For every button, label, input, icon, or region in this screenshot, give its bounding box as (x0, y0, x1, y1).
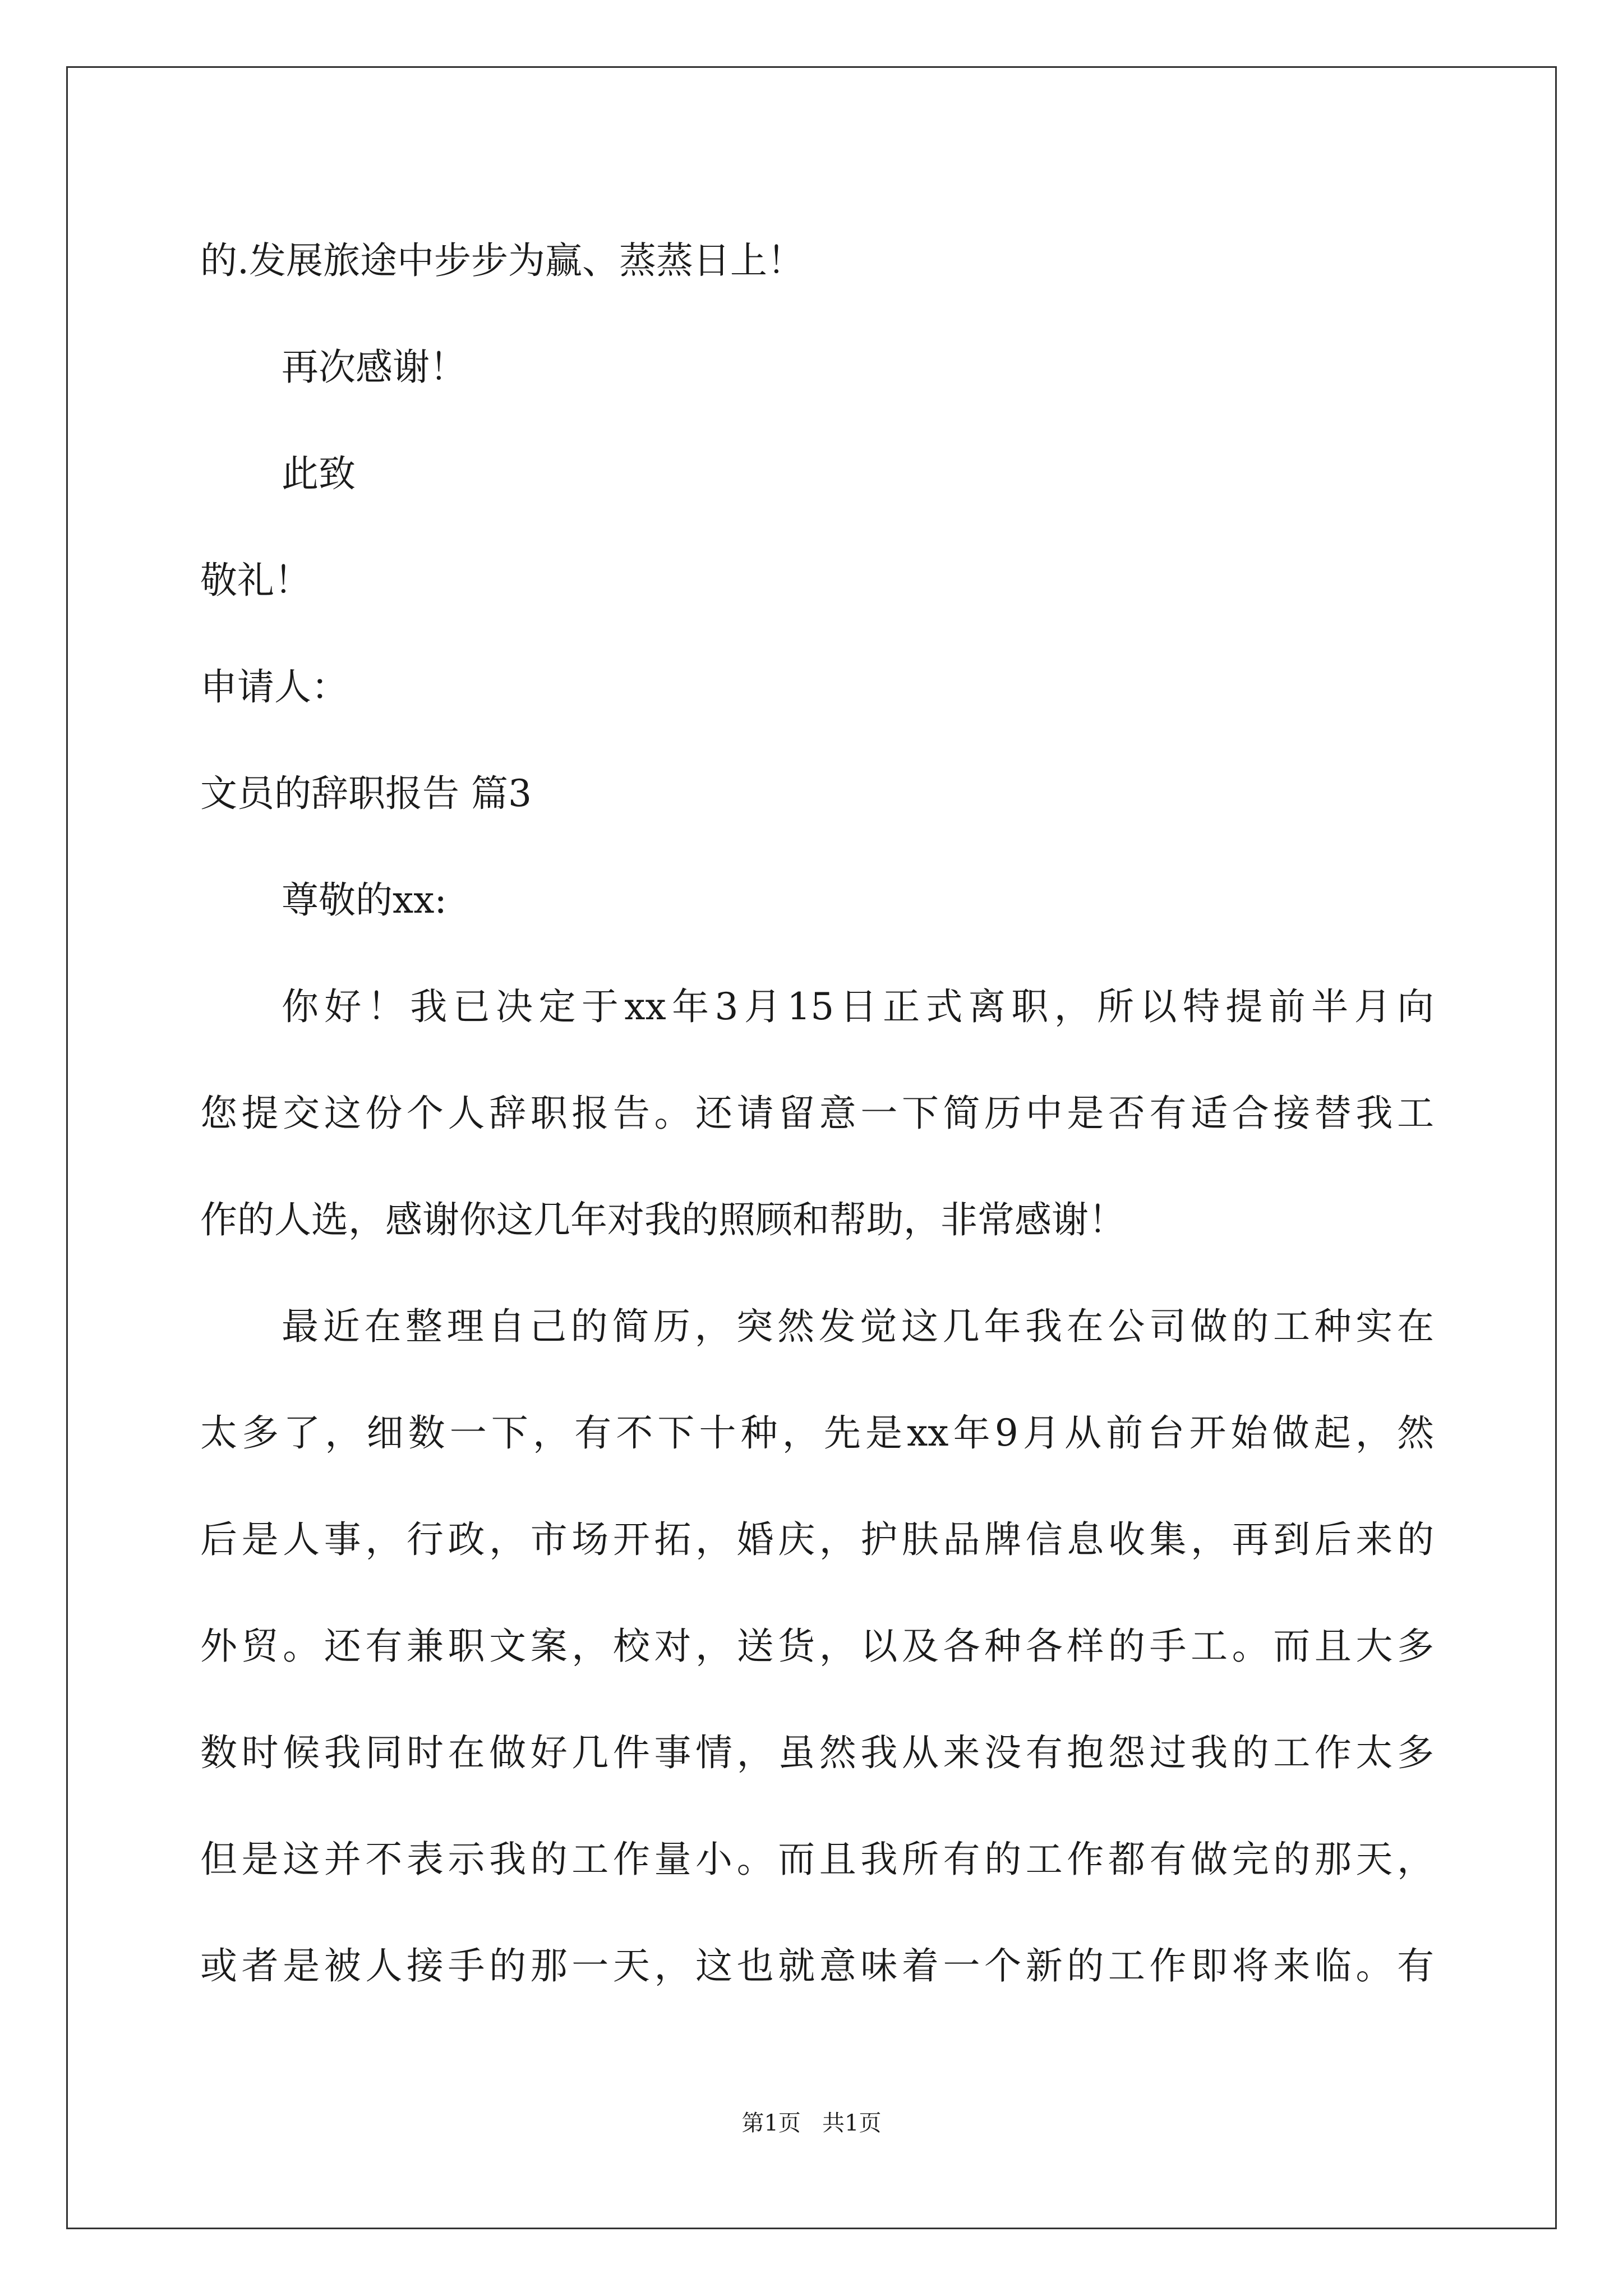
text-line: 最近在整理自己的简历，突然发觉这几年我在公司做的工种实在 (282, 1305, 1434, 1348)
text-line: 申请人： (200, 665, 348, 708)
page-number: 第1页 共1页 (741, 2110, 882, 2136)
text-line: 外贸。还有兼职文案，校对，送货，以及各种各样的手工。而且大多 (200, 1625, 1434, 1668)
text-line: 作的人选，感谢你这几年对我的照顾和帮助，非常感谢！ (200, 1198, 1126, 1241)
salutation: 尊敬的xx: (282, 878, 447, 922)
section-heading: 文员的辞职报告 篇3 (200, 772, 532, 815)
text-line: 您提交这份个人辞职报告。还请留意一下简历中是否有适合接替我工 (200, 1092, 1434, 1135)
text-line: 数时候我同时在做好几件事情，虽然我从来没有抱怨过我的工作太多 (200, 1731, 1434, 1774)
text-line: 后是人事，行政，市场开拓，婚庆，护肤品牌信息收集，再到后来的 (200, 1518, 1434, 1561)
text-line: 敬礼！ (200, 559, 311, 602)
text-line: 你好！我已决定于xx年3月15日正式离职，所以特提前半月向 (282, 985, 1434, 1028)
text-line: 此致 (282, 452, 356, 495)
text-line: 的.发展旅途中步步为赢、蒸蒸日上！ (200, 239, 804, 282)
text-line: 太多了，细数一下，有不下十种，先是xx年9月从前台开始做起，然 (200, 1411, 1434, 1455)
text-line: 或者是被人接手的那一天，这也就意味着一个新的工作即将来临。有 (200, 1944, 1434, 1987)
document-body (200, 208, 1434, 2019)
text-line: 再次感谢！ (282, 346, 467, 389)
text-line: 但是这并不表示我的工作量小。而且我所有的工作都有做完的那天， (200, 1838, 1434, 1881)
